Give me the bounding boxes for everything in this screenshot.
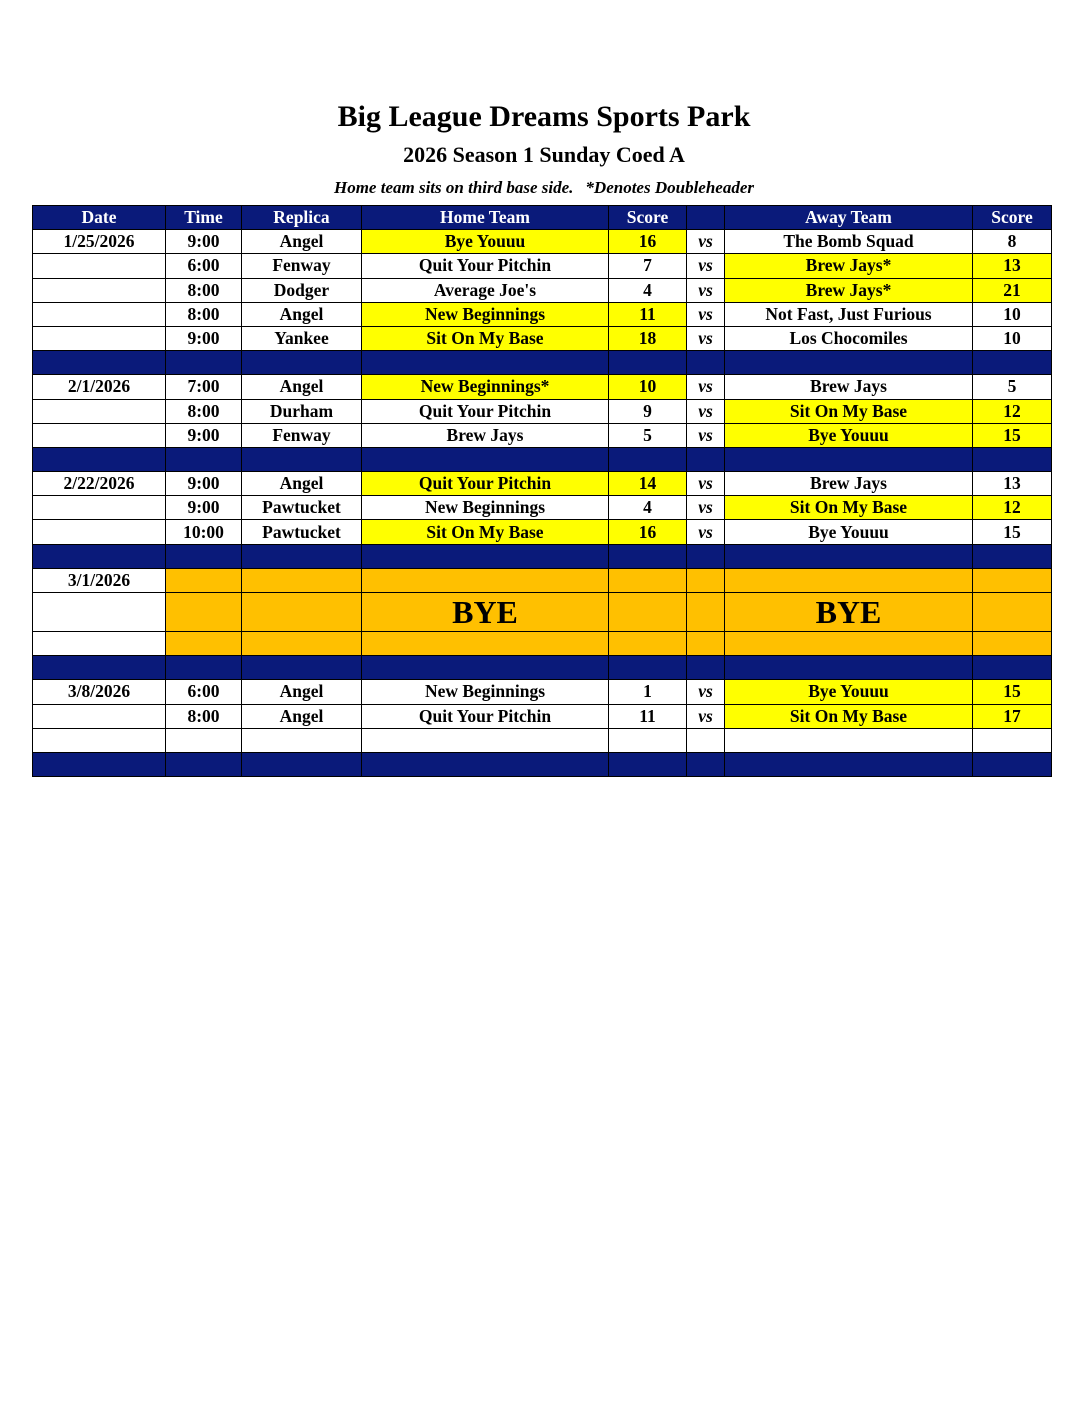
col-home-score: Score bbox=[609, 206, 687, 230]
game-row bbox=[33, 326, 1052, 350]
time-cell: 8:00 bbox=[166, 278, 242, 302]
home-score-cell: 10 bbox=[609, 375, 687, 399]
game-row bbox=[33, 399, 1052, 423]
replica-cell: Angel bbox=[242, 472, 362, 496]
col-away-team: Away Team bbox=[725, 206, 973, 230]
home-team-cell: Quit Your Pitchin bbox=[362, 254, 609, 278]
game-row bbox=[33, 520, 1052, 544]
time-cell: 9:00 bbox=[166, 423, 242, 447]
vs-cell: vs bbox=[687, 399, 725, 423]
date-cell: 2/1/2026 bbox=[33, 375, 166, 399]
replica-cell: Angel bbox=[242, 302, 362, 326]
replica-cell: Angel bbox=[242, 704, 362, 728]
replica-cell: Angel bbox=[242, 680, 362, 704]
bye-row bbox=[33, 568, 1052, 592]
home-score-cell: 4 bbox=[609, 496, 687, 520]
page-title: Big League Dreams Sports Park bbox=[337, 100, 751, 133]
bye-row bbox=[33, 632, 1052, 656]
away-team-cell: Sit On My Base bbox=[725, 704, 973, 728]
home-team-cell: Quit Your Pitchin bbox=[362, 399, 609, 423]
away-score-cell: 12 bbox=[973, 496, 1052, 520]
away-team-cell: Not Fast, Just Furious bbox=[725, 302, 973, 326]
date-cell bbox=[33, 520, 166, 544]
date-cell: 2/22/2026 bbox=[33, 472, 166, 496]
away-team-cell: Bye Youuu bbox=[725, 520, 973, 544]
away-team-cell: Sit On My Base bbox=[725, 496, 973, 520]
date-cell: 1/25/2026 bbox=[33, 230, 166, 254]
away-score-cell: 10 bbox=[973, 302, 1052, 326]
date-cell bbox=[33, 326, 166, 350]
away-score-cell: 15 bbox=[973, 680, 1052, 704]
away-score-cell: 15 bbox=[973, 423, 1052, 447]
time-cell: 9:00 bbox=[166, 472, 242, 496]
away-team-cell: Brew Jays* bbox=[725, 278, 973, 302]
home-team-cell: Sit On My Base bbox=[362, 520, 609, 544]
game-row bbox=[33, 472, 1052, 496]
date-cell: 3/1/2026 bbox=[33, 568, 166, 592]
home-score-cell: 1 bbox=[609, 680, 687, 704]
replica-cell: Fenway bbox=[242, 423, 362, 447]
vs-cell: vs bbox=[687, 680, 725, 704]
date-cell bbox=[33, 423, 166, 447]
game-row bbox=[33, 423, 1052, 447]
away-score-cell: 12 bbox=[973, 399, 1052, 423]
page-subtitle: 2026 Season 1 Sunday Coed A bbox=[403, 142, 685, 167]
away-team-cell: Brew Jays bbox=[725, 472, 973, 496]
away-score-cell: 5 bbox=[973, 375, 1052, 399]
date-cell bbox=[33, 278, 166, 302]
time-cell: 9:00 bbox=[166, 230, 242, 254]
date-cell bbox=[33, 399, 166, 423]
away-team-cell: Brew Jays* bbox=[725, 254, 973, 278]
week-separator bbox=[33, 656, 1052, 680]
away-team-cell: Sit On My Base bbox=[725, 399, 973, 423]
home-team-cell: New Beginnings bbox=[362, 680, 609, 704]
vs-cell: vs bbox=[687, 472, 725, 496]
away-score-cell: 8 bbox=[973, 230, 1052, 254]
away-team-cell: Bye Youuu bbox=[725, 423, 973, 447]
replica-cell: Durham bbox=[242, 399, 362, 423]
col-replica: Replica bbox=[242, 206, 362, 230]
header-row bbox=[33, 206, 1052, 230]
home-score-cell: 18 bbox=[609, 326, 687, 350]
home-score-cell: 9 bbox=[609, 399, 687, 423]
away-team-cell: Brew Jays bbox=[725, 375, 973, 399]
away-score-cell: 13 bbox=[973, 472, 1052, 496]
vs-cell: vs bbox=[687, 278, 725, 302]
home-team-cell: Quit Your Pitchin bbox=[362, 704, 609, 728]
week-separator bbox=[33, 544, 1052, 568]
away-team-cell: The Bomb Squad bbox=[725, 230, 973, 254]
game-row bbox=[33, 704, 1052, 728]
vs-cell: vs bbox=[687, 423, 725, 447]
replica-cell: Angel bbox=[242, 230, 362, 254]
home-team-cell: New Beginnings bbox=[362, 496, 609, 520]
game-row bbox=[33, 375, 1052, 399]
away-score-cell: 13 bbox=[973, 254, 1052, 278]
home-score-cell: 14 bbox=[609, 472, 687, 496]
home-team-cell: Average Joe's bbox=[362, 278, 609, 302]
game-row bbox=[33, 278, 1052, 302]
col-date: Date bbox=[33, 206, 166, 230]
date-cell: 3/8/2026 bbox=[33, 680, 166, 704]
replica-cell: Fenway bbox=[242, 254, 362, 278]
date-cell bbox=[33, 704, 166, 728]
away-team-cell: Los Chocomiles bbox=[725, 326, 973, 350]
date-cell bbox=[33, 254, 166, 278]
home-team-cell: Brew Jays bbox=[362, 423, 609, 447]
date-cell bbox=[33, 302, 166, 326]
away-score-cell: 17 bbox=[973, 704, 1052, 728]
vs-cell: vs bbox=[687, 302, 725, 326]
home-team-cell: Sit On My Base bbox=[362, 326, 609, 350]
replica-cell: Pawtucket bbox=[242, 496, 362, 520]
game-row bbox=[33, 254, 1052, 278]
col-away-score: Score bbox=[973, 206, 1052, 230]
time-cell: 9:00 bbox=[166, 326, 242, 350]
home-score-cell: 4 bbox=[609, 278, 687, 302]
home-team-cell: New Beginnings bbox=[362, 302, 609, 326]
col-vs bbox=[687, 206, 725, 230]
vs-cell: vs bbox=[687, 496, 725, 520]
home-score-cell: 11 bbox=[609, 302, 687, 326]
home-team-cell: New Beginnings* bbox=[362, 375, 609, 399]
empty-row bbox=[33, 728, 1052, 752]
replica-cell: Dodger bbox=[242, 278, 362, 302]
away-score-cell: 21 bbox=[973, 278, 1052, 302]
week-separator bbox=[33, 447, 1052, 471]
col-home-team: Home Team bbox=[362, 206, 609, 230]
replica-cell: Yankee bbox=[242, 326, 362, 350]
replica-cell: Pawtucket bbox=[242, 520, 362, 544]
vs-cell: vs bbox=[687, 520, 725, 544]
game-row bbox=[33, 230, 1052, 254]
week-separator bbox=[33, 351, 1052, 375]
game-row bbox=[33, 302, 1052, 326]
game-row bbox=[33, 680, 1052, 704]
time-cell: 8:00 bbox=[166, 704, 242, 728]
col-time: Time bbox=[166, 206, 242, 230]
note-home-side: Home team sits on third base side. bbox=[333, 178, 574, 197]
vs-cell: vs bbox=[687, 254, 725, 278]
time-cell: 6:00 bbox=[166, 680, 242, 704]
note-doubleheader: *Denotes Doubleheader bbox=[585, 178, 754, 197]
away-team-cell: Bye Youuu bbox=[725, 680, 973, 704]
vs-cell: vs bbox=[687, 375, 725, 399]
time-cell: 7:00 bbox=[166, 375, 242, 399]
vs-cell: vs bbox=[687, 704, 725, 728]
bye-away-label: BYE bbox=[725, 593, 973, 632]
away-score-cell: 15 bbox=[973, 520, 1052, 544]
vs-cell: vs bbox=[687, 230, 725, 254]
game-row bbox=[33, 496, 1052, 520]
time-cell: 6:00 bbox=[166, 254, 242, 278]
time-cell: 8:00 bbox=[166, 302, 242, 326]
away-score-cell: 10 bbox=[973, 326, 1052, 350]
schedule-table bbox=[32, 205, 1052, 777]
home-score-cell: 16 bbox=[609, 520, 687, 544]
week-separator bbox=[33, 752, 1052, 776]
home-team-cell: Quit Your Pitchin bbox=[362, 472, 609, 496]
schedule-note bbox=[0, 178, 1088, 198]
home-score-cell: 7 bbox=[609, 254, 687, 278]
replica-cell: Angel bbox=[242, 375, 362, 399]
bye-home-label: BYE bbox=[362, 593, 609, 632]
time-cell: 9:00 bbox=[166, 496, 242, 520]
home-score-cell: 11 bbox=[609, 704, 687, 728]
date-cell bbox=[33, 496, 166, 520]
vs-cell: vs bbox=[687, 326, 725, 350]
home-score-cell: 5 bbox=[609, 423, 687, 447]
home-team-cell: Bye Youuu bbox=[362, 230, 609, 254]
bye-row bbox=[33, 593, 1052, 632]
home-score-cell: 16 bbox=[609, 230, 687, 254]
time-cell: 8:00 bbox=[166, 399, 242, 423]
time-cell: 10:00 bbox=[166, 520, 242, 544]
